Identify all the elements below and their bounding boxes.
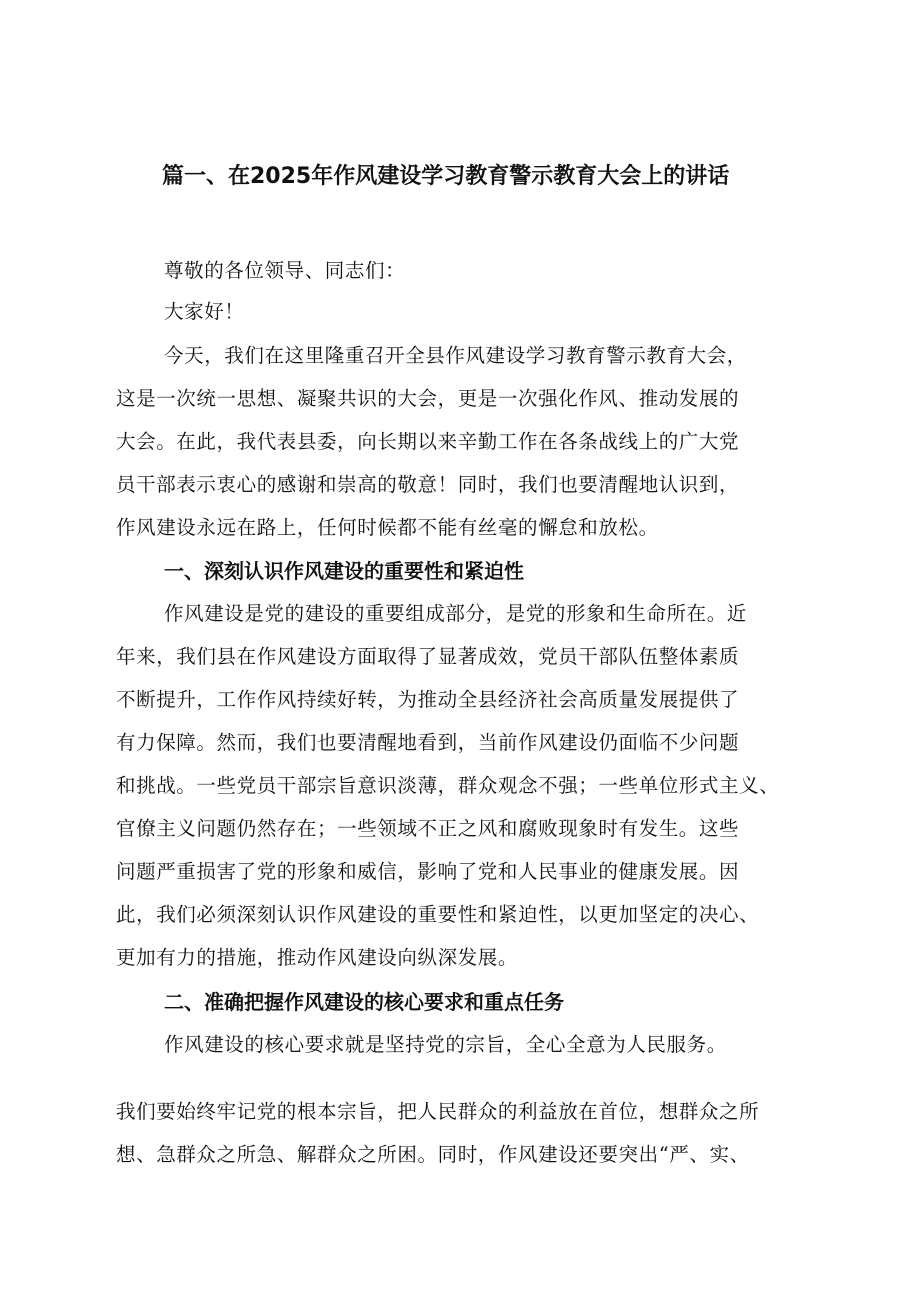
- section2-line: 想、急群众之所急、解群众之所困。同时，作风建设还要突出“严、实、: [116, 1143, 750, 1166]
- section2-line: 作风建设的核心要求就是坚持党的宗旨，全心全意为人民服务。: [164, 1033, 727, 1056]
- intro-line: 员干部表示衷心的感谢和崇高的敬意！同时，我们也要清醒地认识到，: [116, 473, 740, 496]
- document-title: 篇一、在2025年作风建设学习教育警示教育大会上的讲话: [162, 164, 730, 189]
- section1-line: 官僚主义问题仍然存在；一些领域不正之风和腐败现象时有发生。这些: [116, 817, 740, 840]
- section1-line: 更加有力的措施，推动作风建设向纵深发展。: [116, 946, 519, 969]
- salutation: 尊敬的各位领导、同志们：: [164, 259, 406, 282]
- section1-line: 有力保障。然而，我们也要清醒地看到，当前作风建设仍面临不少问题: [116, 731, 740, 754]
- section1-line: 问题严重损害了党的形象和威信，影响了党和人民事业的健康发展。因: [116, 860, 740, 883]
- section-heading-2: 二、准确把握作风建设的核心要求和重点任务: [164, 990, 564, 1014]
- intro-line: 作风建设永远在路上，任何时候都不能有丝毫的懈怠和放松。: [116, 516, 659, 539]
- section1-line: 不断提升，工作作风持续好转，为推动全县经济社会高质量发展提供了: [116, 688, 740, 711]
- section1-line: 和挑战。一些党员干部宗旨意识淡薄，群众观念不强；一些单位形式主义、: [116, 774, 780, 797]
- section1-line: 此，我们必须深刻认识作风建设的重要性和紧迫性，以更加坚定的决心、: [116, 903, 760, 926]
- intro-line: 大会。在此，我代表县委，向长期以来辛勤工作在各条战线上的广大党: [116, 430, 740, 453]
- section2-line: 我们要始终牢记党的根本宗旨，把人民群众的利益放在首位，想群众之所: [116, 1100, 760, 1123]
- section1-line: 年来，我们县在作风建设方面取得了显著成效，党员干部队伍整体素质: [116, 645, 740, 668]
- greeting: 大家好！: [164, 300, 245, 323]
- intro-line: 这是一次统一思想、凝聚共识的大会，更是一次强化作风、推动发展的: [116, 387, 740, 410]
- section-heading-1: 一、深刻认识作风建设的重要性和紧迫性: [164, 559, 524, 583]
- section1-line: 作风建设是党的建设的重要组成部分，是党的形象和生命所在。近: [164, 602, 747, 625]
- intro-line: 今天，我们在这里隆重召开全县作风建设学习教育警示教育大会，: [164, 344, 747, 367]
